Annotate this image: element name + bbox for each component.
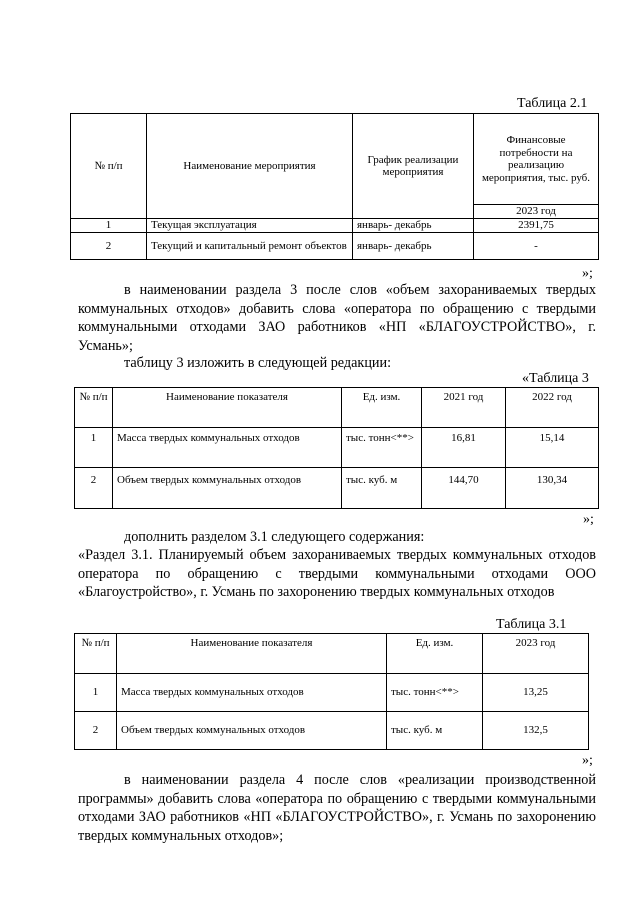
row-num: 2 bbox=[71, 233, 147, 260]
row-value: - bbox=[474, 233, 599, 260]
row-num: 1 bbox=[71, 219, 147, 233]
paragraph-table-3-intro: таблицу 3 изложить в следующей редакции: bbox=[124, 355, 392, 371]
row-2023: 13,25 bbox=[483, 674, 589, 712]
row-num: 2 bbox=[75, 468, 113, 509]
paragraph-section-3-1-intro: дополнить разделом 3.1 следующего содержания: bbox=[124, 529, 425, 545]
table-row bbox=[71, 233, 599, 260]
table-2-1-caption: Таблица 2.1 bbox=[517, 96, 588, 111]
row-schedule: январь- декабрь bbox=[353, 219, 474, 233]
table-row bbox=[75, 712, 589, 750]
row-name: Объем твердых коммунальных отходов bbox=[113, 468, 342, 509]
header-num: № п/п bbox=[75, 388, 113, 428]
row-name: Объем твердых коммунальных отходов bbox=[117, 712, 387, 750]
table-3-1-closing: »; bbox=[582, 753, 593, 768]
header-year: 2023 год bbox=[474, 205, 599, 219]
header-name: Наименование показателя bbox=[117, 634, 387, 674]
row-unit: тыс. тонн<**> bbox=[387, 674, 483, 712]
paragraph-section-4: в наименовании раздела 4 после слов «реализации производственной программы» добавить слова «оператора по обращению с твердыми коммунальными отходами ЗАО работников «НП «БЛАГОУСТРОЙСТВО», г. Усмань по захоронению твердых коммунальных отходов»; bbox=[78, 772, 596, 844]
row-2021: 144,70 bbox=[422, 468, 506, 509]
row-name: Текущая эксплуатация bbox=[147, 219, 353, 233]
paragraph-section-3-1-title: «Раздел 3.1. Планируемый объем захораниваемых твердых коммунальных отходов оператора по обращению с твердыми коммунальными отходами ООО «Благоустройство», г. Усмань по захоронению твердых коммунальных отходов bbox=[78, 547, 596, 600]
header-name: Наименование показателя bbox=[113, 388, 342, 428]
row-unit: тыс. тонн<**> bbox=[342, 428, 422, 468]
row-name: Масса твердых коммунальных отходов bbox=[113, 428, 342, 468]
row-num: 1 bbox=[75, 674, 117, 712]
header-finance: Финансовые потребности на реализацию мероприятия, тыс. руб. bbox=[474, 114, 599, 205]
table-2-1-closing: »; bbox=[582, 266, 593, 281]
row-num: 1 bbox=[75, 428, 113, 468]
row-2021: 16,81 bbox=[422, 428, 506, 468]
row-unit: тыс. куб. м bbox=[387, 712, 483, 750]
table-row bbox=[75, 468, 599, 509]
row-num: 2 bbox=[75, 712, 117, 750]
row-2022: 130,34 bbox=[506, 468, 599, 509]
header-2022: 2022 год bbox=[506, 388, 599, 428]
table-2-1 bbox=[70, 113, 599, 260]
row-name: Масса твердых коммунальных отходов bbox=[117, 674, 387, 712]
table-3-1 bbox=[74, 633, 589, 750]
table-row bbox=[75, 674, 589, 712]
table-3-1-caption: Таблица 3.1 bbox=[496, 617, 567, 632]
header-schedule: График реализации мероприятия bbox=[353, 114, 474, 219]
paragraph-section-3: в наименовании раздела 3 после слов «объем захораниваемых твердых коммунальных отходов» добавить слова «оператора по обращению с твердыми коммунальными отходами ЗАО работников «НП «БЛАГОУСТРОЙСТВО», г. Усмань»; bbox=[78, 282, 596, 354]
header-name: Наименование мероприятия bbox=[147, 114, 353, 219]
table-3 bbox=[74, 387, 599, 509]
row-name: Текущий и капитальный ремонт объектов bbox=[147, 233, 353, 260]
header-unit: Ед. изм. bbox=[342, 388, 422, 428]
row-value: 2391,75 bbox=[474, 219, 599, 233]
table-3-closing: »; bbox=[583, 512, 594, 527]
table-row bbox=[75, 428, 599, 468]
header-unit: Ед. изм. bbox=[387, 634, 483, 674]
row-2022: 15,14 bbox=[506, 428, 599, 468]
row-schedule: январь- декабрь bbox=[353, 233, 474, 260]
table-row bbox=[71, 219, 599, 233]
row-unit: тыс. куб. м bbox=[342, 468, 422, 509]
header-2021: 2021 год bbox=[422, 388, 506, 428]
row-2023: 132,5 bbox=[483, 712, 589, 750]
header-num: № п/п bbox=[71, 114, 147, 219]
header-num: № п/п bbox=[75, 634, 117, 674]
table-3-caption: «Таблица 3 bbox=[522, 371, 589, 386]
header-2023: 2023 год bbox=[483, 634, 589, 674]
